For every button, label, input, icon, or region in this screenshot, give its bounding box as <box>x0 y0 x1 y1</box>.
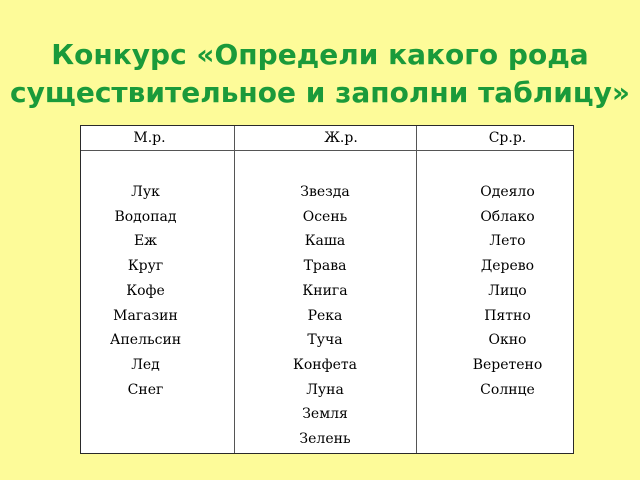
column-masculine <box>81 126 234 453</box>
column-header-neuter: Ср.р. <box>488 130 527 146</box>
word-cell: Снег <box>127 381 164 398</box>
word-cell: Пятно <box>484 307 531 324</box>
slide-title: Конкурс «Определи какого рода существительное и заполни таблицу» <box>10 38 630 109</box>
word-cell: Река <box>307 307 343 324</box>
word-cell: Одеяло <box>480 184 535 200</box>
word-cell: Водопад <box>114 208 177 225</box>
word-cell: Лето <box>489 233 526 250</box>
word-cell: Солнце <box>480 381 535 398</box>
word-cell: Апельсин <box>109 332 182 349</box>
gender-table <box>80 125 574 454</box>
word-cell: Осень <box>302 208 348 225</box>
word-cell: Зелень <box>299 431 351 448</box>
word-cell: Магазин <box>113 307 178 324</box>
word-cell: Еж <box>133 233 158 250</box>
word-cell: Лук <box>131 184 160 200</box>
word-cell: Кофе <box>126 282 165 299</box>
word-cell: Конфета <box>293 356 357 373</box>
word-list-feminine <box>234 180 416 452</box>
word-cell: Луна <box>306 381 344 398</box>
word-list-masculine <box>69 180 222 402</box>
word-cell: Звезда <box>300 184 350 200</box>
word-list-neuter <box>428 180 587 402</box>
word-cell: Книга <box>302 282 348 299</box>
word-cell: Веретено <box>472 356 543 373</box>
column-neuter <box>416 126 575 453</box>
word-cell: Лед <box>131 356 160 373</box>
word-cell: Окно <box>488 332 527 349</box>
word-cell: Облако <box>480 208 535 225</box>
column-header-masculine: М.р. <box>133 130 166 146</box>
word-cell: Дерево <box>480 258 535 275</box>
word-cell: Лицо <box>488 282 527 299</box>
word-cell: Трава <box>303 258 347 275</box>
word-cell: Земля <box>302 406 348 423</box>
word-cell: Каша <box>304 233 346 250</box>
word-cell: Туча <box>307 332 343 349</box>
column-feminine <box>234 126 416 453</box>
word-cell: Круг <box>127 258 164 275</box>
column-header-feminine: Ж.р. <box>324 130 358 146</box>
